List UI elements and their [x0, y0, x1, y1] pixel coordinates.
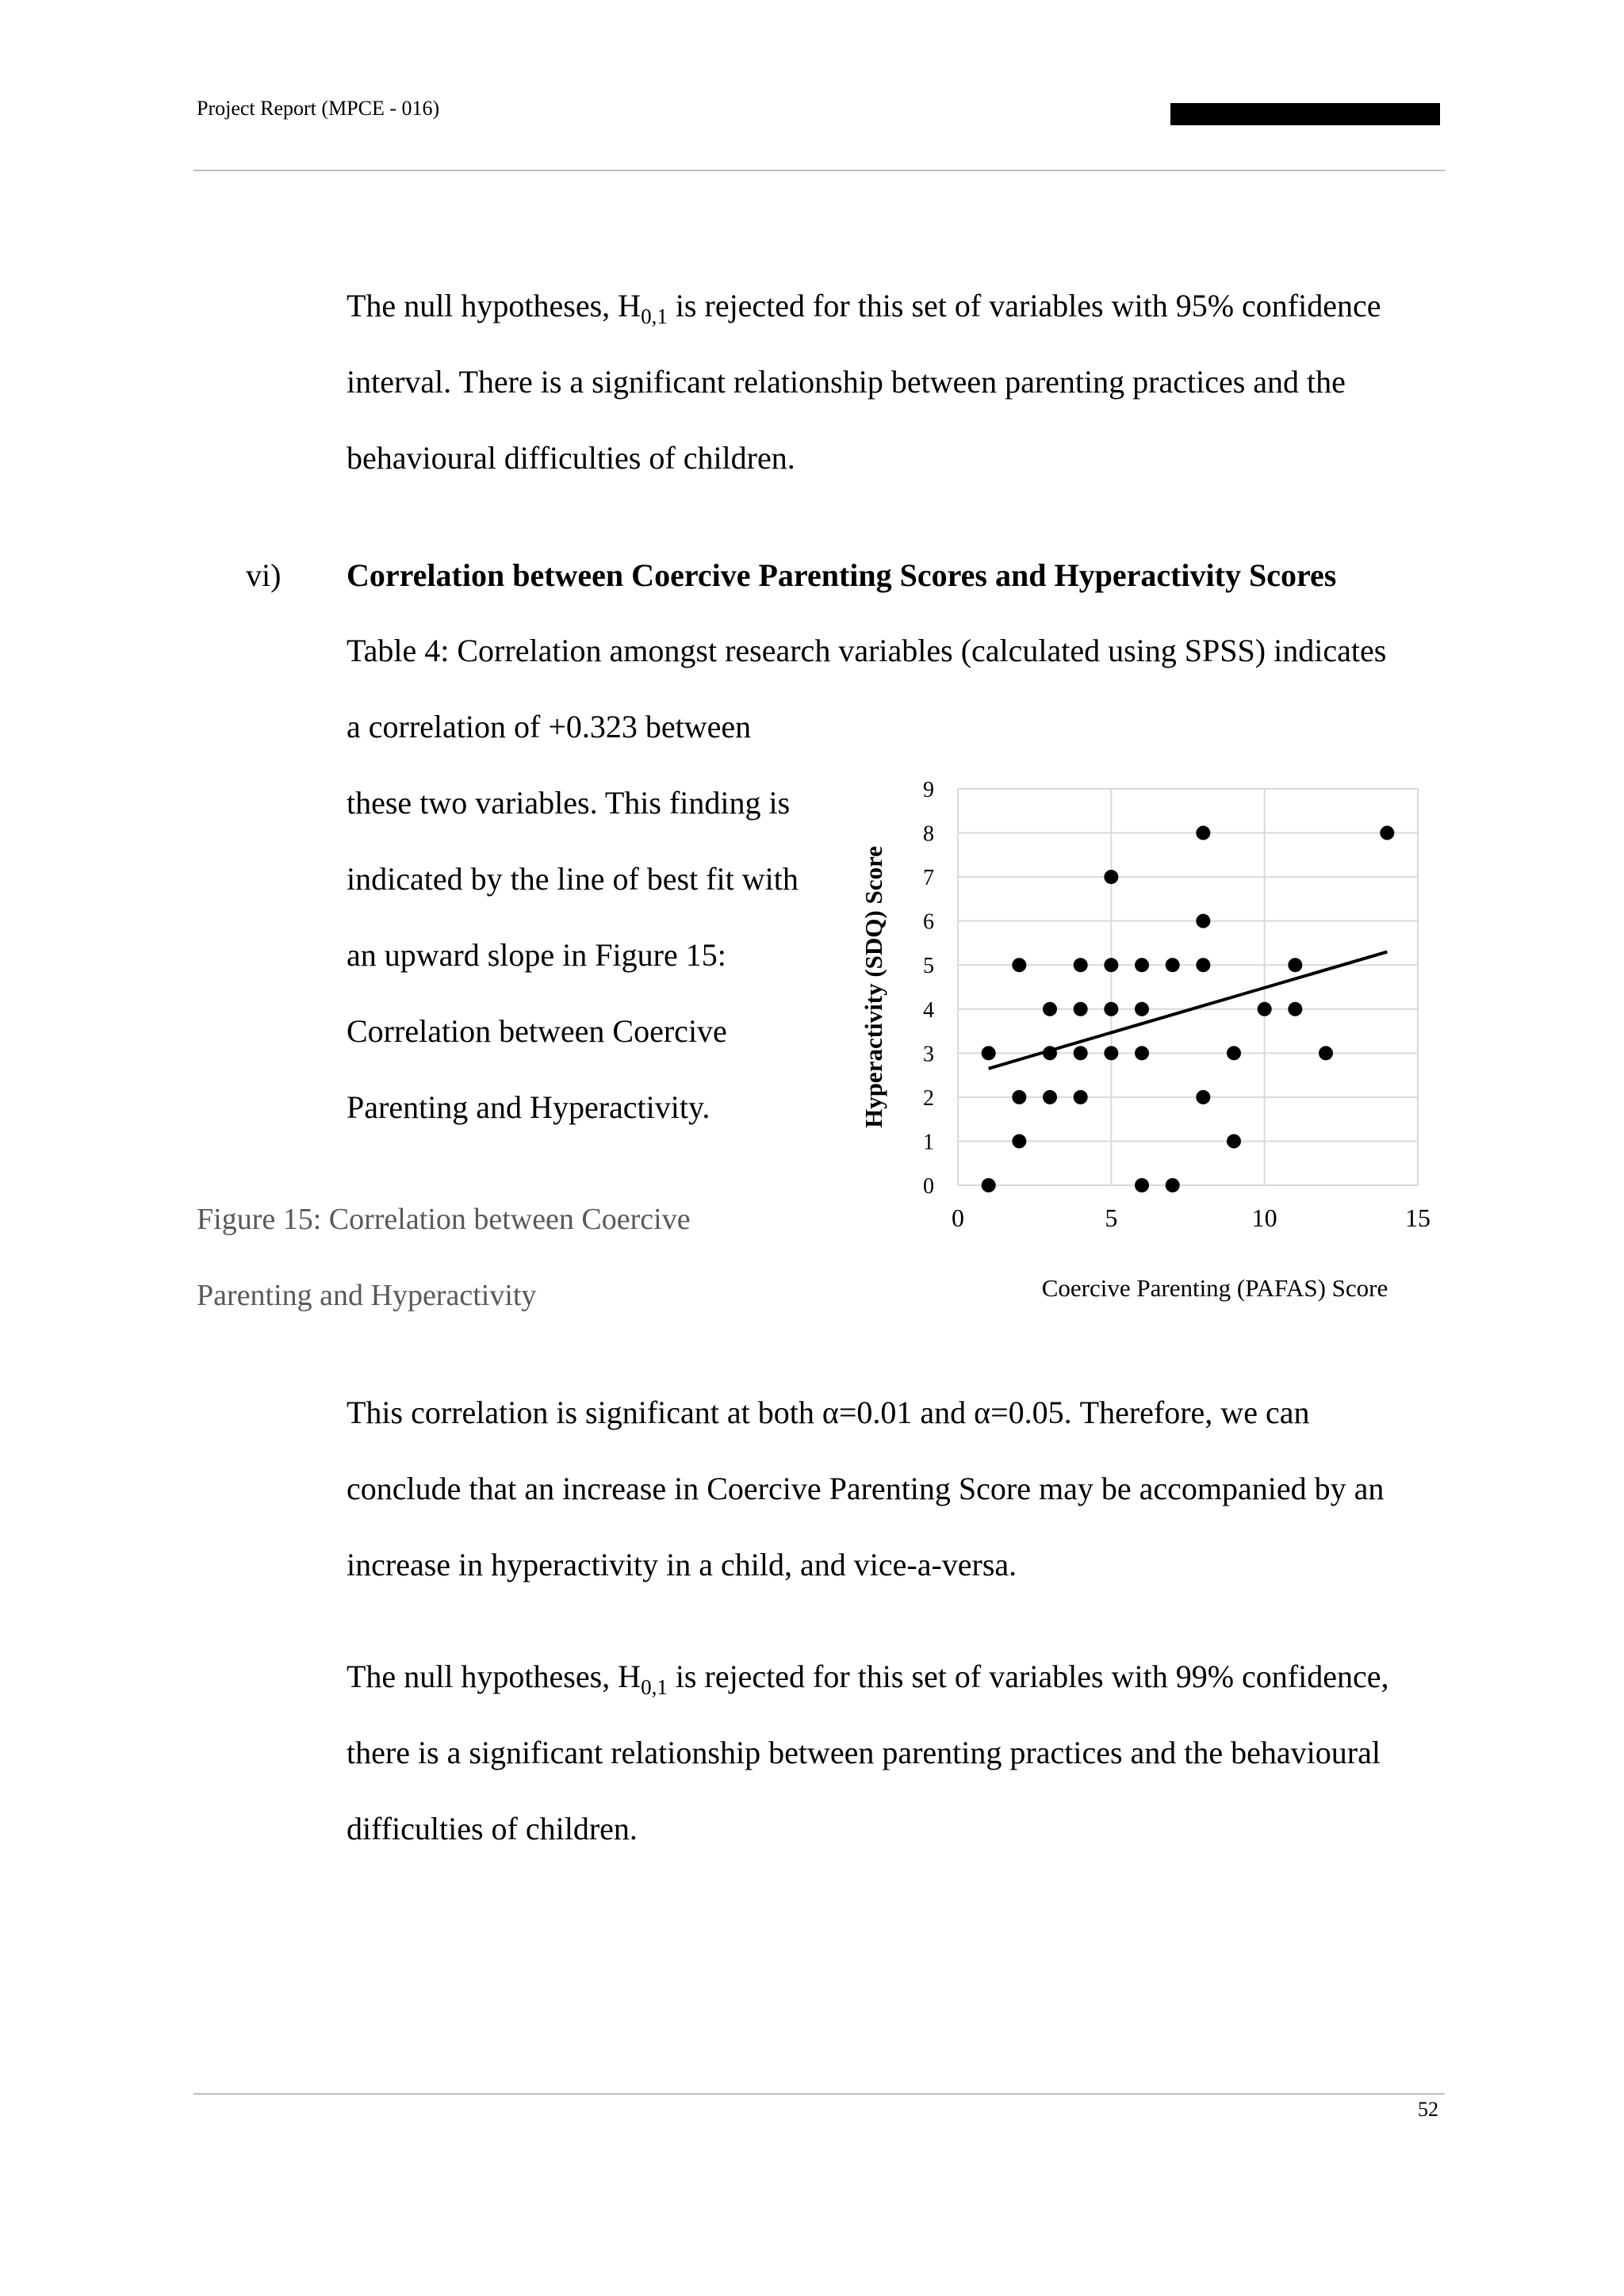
y-tick-label: 0 [923, 1174, 934, 1199]
y-tick-label: 1 [923, 1130, 934, 1155]
data-point [1074, 1002, 1088, 1016]
data-point [1012, 958, 1026, 972]
section-line-5: an upward slope in Figure 15: [347, 937, 726, 973]
paragraph-4-line-2: there is a significant relationship between parenting practices and the behavioural [347, 1735, 1381, 1770]
paragraph-1 [347, 268, 1457, 496]
x-tick-label: 5 [1105, 1203, 1118, 1232]
data-point [1135, 1002, 1149, 1016]
data-point [1319, 1046, 1333, 1060]
y-tick-label: 9 [923, 778, 934, 802]
data-point [1104, 1046, 1118, 1060]
paragraph-3 [347, 1375, 1457, 1603]
data-point [1104, 870, 1118, 884]
header-title: Project Report (MPCE - 016) [197, 97, 440, 120]
data-point [1196, 958, 1210, 972]
data-point [1258, 1002, 1272, 1016]
header-rule [193, 170, 1445, 171]
data-point [1043, 1090, 1057, 1104]
paragraph-1-line-2: interval. There is a significant relationship between parenting practices and the [347, 364, 1346, 400]
paragraph-1-line-1: The null hypotheses, $H_{0,1}$ is rejected for this set of variables with 95% confidence [347, 288, 1381, 328]
data-point [1012, 1134, 1026, 1148]
data-point [1104, 958, 1118, 972]
paragraph-3-line-1: This correlation is significant at both α=0.01 and α=0.05. Therefore, we can [347, 1395, 1310, 1430]
data-point [1380, 826, 1394, 840]
x-tick-label: 15 [1405, 1203, 1431, 1232]
paragraph-3-line-2: conclude that an increase in Coercive Parenting Score may be accompanied by an [347, 1471, 1385, 1506]
data-point [1074, 1046, 1088, 1060]
data-point [982, 1178, 996, 1192]
y-tick-label: 6 [923, 909, 934, 935]
data-point [1043, 1046, 1057, 1060]
paragraph-4 [347, 1639, 1457, 1867]
data-point [1288, 958, 1302, 972]
y-axis-title: Hyperactivity (SDQ) Score [860, 846, 887, 1128]
figure-caption-line-2: Parenting and Hyperactivity [197, 1279, 537, 1312]
data-point [1166, 1178, 1180, 1192]
data-point [1135, 1178, 1149, 1192]
data-point [1135, 1046, 1149, 1060]
paragraph-1-line-3: behavioural difficulties of children. [347, 440, 795, 476]
data-point [1166, 958, 1180, 972]
y-tick-label: 7 [923, 866, 934, 891]
y-tick-label: 4 [923, 997, 934, 1023]
data-point [1043, 1002, 1057, 1016]
figure-caption-line-1: Figure 15: Correlation between Coercive [197, 1203, 691, 1236]
y-tick-label: 8 [923, 821, 934, 847]
section-line-3: these two variables. This finding is [347, 785, 791, 821]
data-point [1074, 958, 1088, 972]
data-point [982, 1046, 996, 1060]
x-tick-label: 10 [1251, 1203, 1277, 1232]
section-line-6: Correlation between Coercive [347, 1013, 727, 1049]
data-point [1104, 1002, 1118, 1016]
y-tick-label: 2 [923, 1085, 934, 1111]
y-tick-label: 3 [923, 1042, 934, 1067]
section-number: vi) [246, 557, 282, 593]
data-point [1012, 1090, 1026, 1104]
section-line-1: Table 4: Correlation amongst research variables (calculated using SPSS) indicates [347, 633, 1387, 668]
redaction-bar [1170, 103, 1440, 125]
data-point [1196, 914, 1210, 928]
section-line-2: a correlation of +0.323 between [347, 709, 752, 744]
data-point [1196, 826, 1210, 840]
paragraph-3-line-3: increase in hyperactivity in a child, and vice-a-versa. [347, 1547, 1017, 1582]
x-axis-title: Coercive Parenting (PAFAS) Score [1041, 1274, 1388, 1302]
y-tick-label: 5 [923, 954, 934, 979]
footer-rule [193, 2093, 1445, 2095]
data-point [1288, 1002, 1302, 1016]
data-point [1074, 1090, 1088, 1104]
section-line-7: Parenting and Hyperactivity. [347, 1089, 710, 1125]
section-line-4: indicated by the line of best fit with [347, 861, 799, 897]
data-point [1227, 1046, 1241, 1060]
paragraph-4-line-1: The null hypotheses, $H_{0,1}$ is rejected for this set of variables with 99% confidence, [347, 1659, 1389, 1699]
page-number: 52 [1418, 2098, 1438, 2121]
paragraph-4-line-3: difficulties of children. [347, 1811, 638, 1846]
x-tick-label: 0 [952, 1203, 964, 1232]
data-point [1227, 1134, 1241, 1148]
section-heading: Correlation between Coercive Parenting Scores and Hyperactivity Scores [347, 557, 1337, 593]
data-point [1135, 958, 1149, 972]
scatter-chart [825, 761, 1475, 1316]
data-point [1196, 1090, 1210, 1104]
figure-caption [197, 1181, 691, 1334]
